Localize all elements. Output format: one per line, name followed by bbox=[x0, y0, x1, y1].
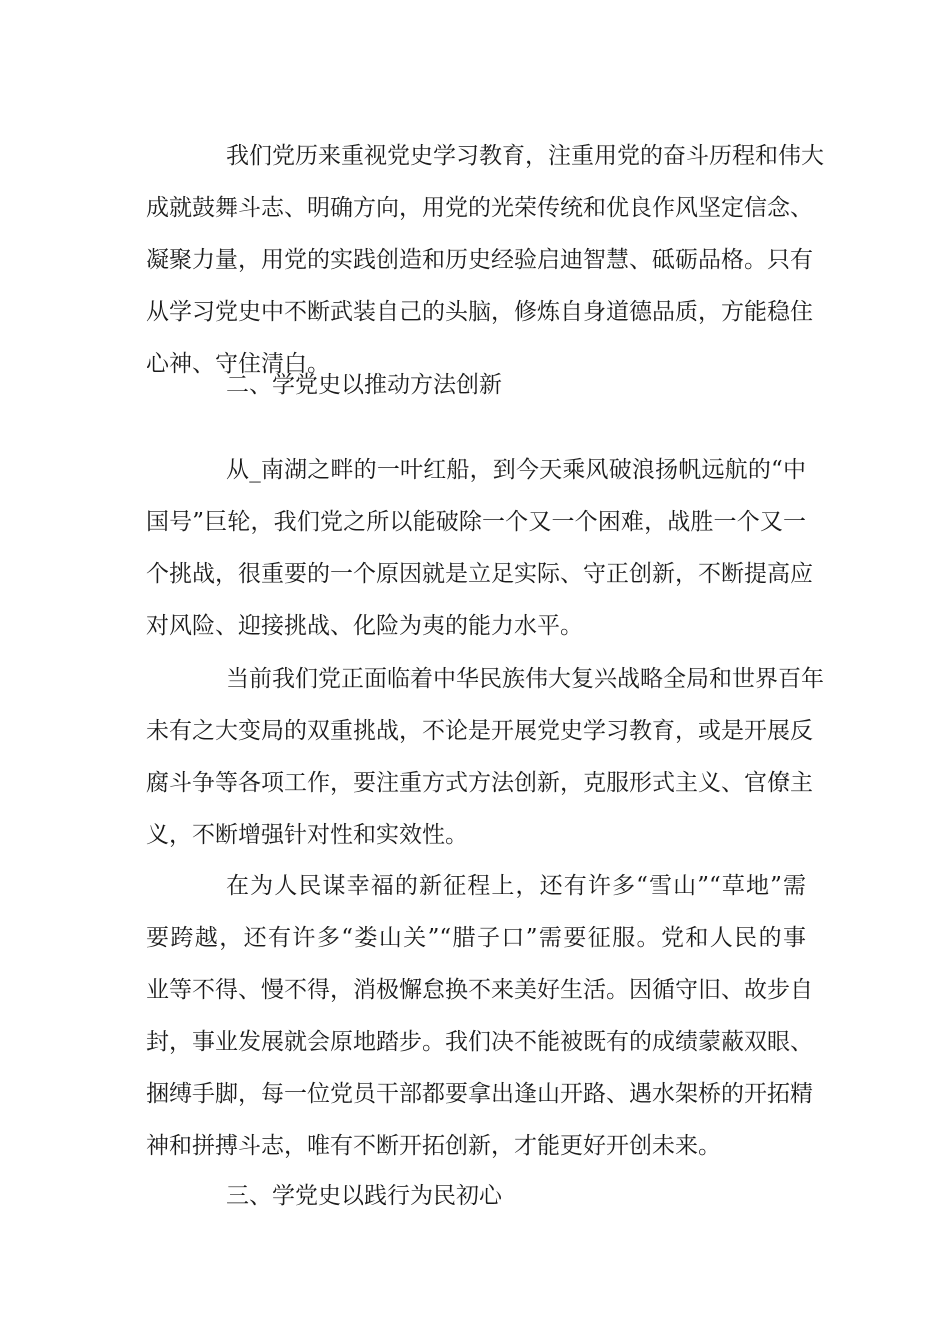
paragraph-line: 成就鼓舞斗志、明确方向，用党的光荣传统和优良作风坚定信念、 bbox=[146, 195, 813, 221]
paragraph-line: 凝聚力量，用党的实践创造和历史经验启迪智慧、砥砺品格。只有 bbox=[146, 247, 813, 273]
paragraph-line: 从学习党史中不断武装自己的头脑，修炼自身道德品质，方能稳住 bbox=[146, 299, 813, 325]
paragraph-line: 当前我们党正面临着中华民族伟大复兴战略全局和世界百年 bbox=[226, 666, 824, 692]
paragraph-2 bbox=[146, 444, 813, 652]
paragraph-line: 腐斗争等各项工作，要注重方式方法创新，克服形式主义、官僚主 bbox=[146, 770, 813, 796]
paragraph-line: 我们党历来重视党史学习教育，注重用党的奋斗历程和伟大 bbox=[226, 143, 824, 169]
paragraph-3 bbox=[146, 653, 824, 861]
paragraph-line: 心神、守住清白。 bbox=[146, 351, 330, 377]
paragraph-line: 未有之大变局的双重挑战，不论是开展党史学习教育，或是开展反 bbox=[146, 718, 813, 744]
paragraph-line: 要跨越，还有许多“娄山关”“腊子口”需要征服。党和人民的事 bbox=[146, 925, 806, 951]
heading-line: 二、学党史以推动方法创新 bbox=[226, 372, 502, 398]
heading-line: 三、学党史以践行为民初心 bbox=[226, 1183, 502, 1209]
paragraph-line: 捆缚手脚，每一位党员干部都要拿出逢山开路、遇水架桥的开拓精 bbox=[146, 1081, 813, 1107]
paragraph-line: 国号”巨轮，我们党之所以能破除一个又一个困难，战胜一个又一 bbox=[146, 509, 806, 535]
section-heading-2 bbox=[146, 359, 806, 411]
paragraph-1 bbox=[146, 130, 824, 390]
paragraph-line: 业等不得、慢不得，消极懈怠换不来美好生活。因循守旧、故步自 bbox=[146, 977, 813, 1003]
paragraph-line: 对风险、迎接挑战、化险为夷的能力水平。 bbox=[146, 613, 583, 639]
paragraph-line: 个挑战，很重要的一个原因就是立足实际、守正创新，不断提高应 bbox=[146, 561, 813, 587]
paragraph-line: 封，事业发展就会原地踏步。我们决不能被既有的成绩蒙蔽双眼、 bbox=[146, 1029, 813, 1055]
paragraph-line: 从_南湖之畔的一叶红船，到今天乘风破浪扬帆远航的“中 bbox=[226, 457, 806, 483]
paragraph-line: 义，不断增强针对性和实效性。 bbox=[146, 822, 468, 848]
paragraph-line: 在为人民谋幸福的新征程上，还有许多“雪山”“草地”需 bbox=[226, 873, 806, 899]
paragraph-4 bbox=[146, 860, 813, 1172]
section-heading-3 bbox=[146, 1170, 806, 1222]
paragraph-line: 神和拼搏斗志，唯有不断开拓创新，才能更好开创未来。 bbox=[146, 1133, 721, 1159]
